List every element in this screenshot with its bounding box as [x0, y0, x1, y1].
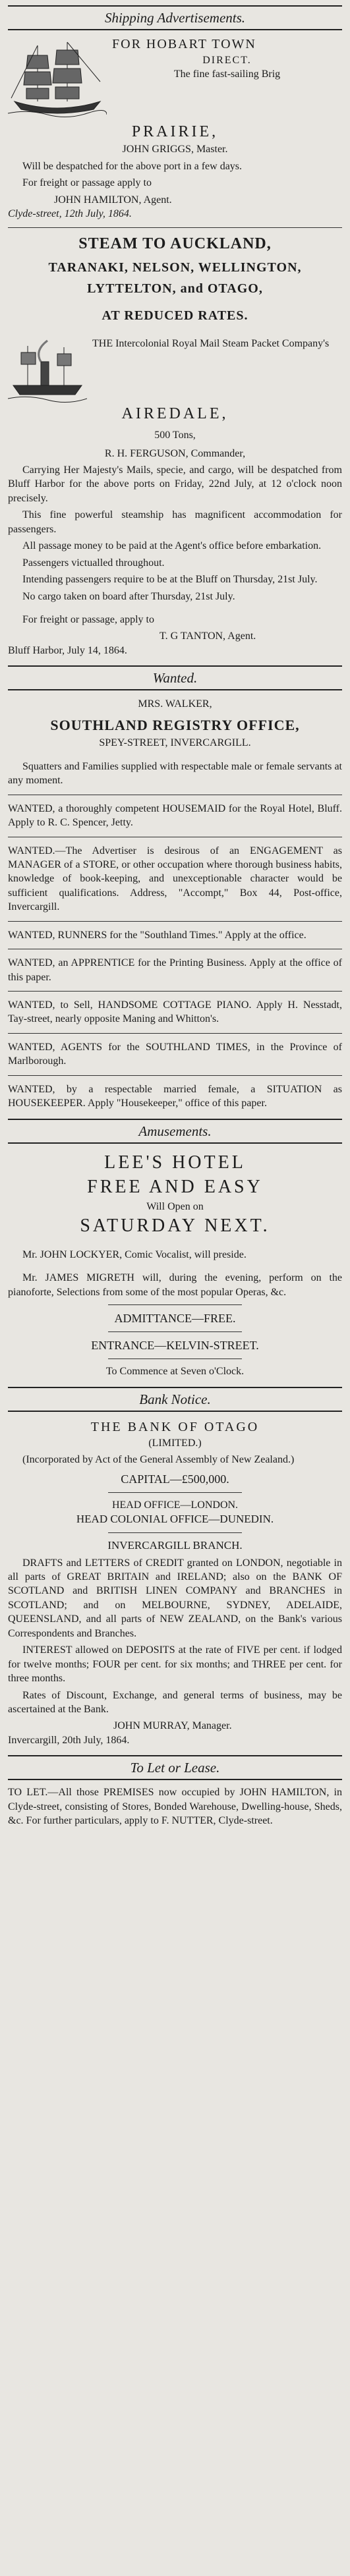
registry-address: SPEY-STREET, INVERCARGILL. [99, 737, 251, 749]
wanted-item-manager: WANTED.—The Advertiser is desirous of an ENGAGEMENT as MANAGER of a STORE, or other occupation where thorough business habits, knowledge of book-keeping, and unexceptionable character would be sufficient qualifications. Address, "Accompt," Box 44, Post-office, Invercargill. [8, 845, 342, 913]
airedale-commander: R. H. FERGUSON, Commander, [104, 447, 246, 459]
admittance: ADMITTANCE—FREE. [114, 1312, 236, 1326]
airedale-ad [8, 334, 342, 403]
airedale-ship-name: AIREDALE, [121, 405, 229, 423]
bank-dateline: Invercargill, 20th July, 1864. [8, 1734, 130, 1746]
section-header-shipping: Shipping Advertisements. [8, 5, 342, 30]
bank-rates: Rates of Discount, Exchange, and general terms of business, may be ascertained at the Bank. [8, 1689, 342, 1715]
divider [8, 227, 342, 228]
hobart-agent: JOHN HAMILTON, Agent. [54, 194, 172, 206]
hobart-line2: DIRECT. [202, 54, 252, 66]
registry-body: Squatters and Families supplied with respectable male or female servants at any moment. [8, 760, 342, 787]
divider [108, 1331, 242, 1332]
migreth-line: Mr. JAMES MIGRETH will, during the evening, perform on the pianoforte, Selections from some of the most popular Operas, &c. [8, 1272, 342, 1298]
hobart-apply: For freight or passage apply to [22, 177, 152, 189]
bank-name: THE BANK OF OTAGO [90, 1419, 260, 1434]
bank-branch: INVERCARGILL BRANCH. [107, 1538, 243, 1552]
divider [8, 1033, 342, 1034]
registry-title: SOUTHLAND REGISTRY OFFICE, [50, 716, 300, 733]
hobart-line1: FOR HOBART TOWN [112, 37, 256, 52]
hobart-line3: The fine fast-sailing Brig [173, 69, 281, 80]
free-and-easy-title: FREE AND EASY [87, 1177, 263, 1198]
divider [108, 1304, 242, 1305]
section-header-bank: Bank Notice. [8, 1387, 342, 1412]
bank-manager: JOHN MURRAY, Manager. [113, 1720, 232, 1732]
airedale-p5: Intending passengers require to be at the Bluff on Thursday, 21st July. [22, 574, 318, 586]
divider [108, 1532, 242, 1533]
hobart-text [112, 36, 342, 82]
bank-capital: CAPITAL—£500,000. [121, 1472, 229, 1486]
hobart-dateline: Clyde-street, 12th July, 1864. [8, 208, 132, 220]
auckland-title: STEAM TO AUCKLAND, [78, 235, 272, 253]
airedale-p4: Passengers victualled throughout. [22, 557, 165, 569]
wanted-item-runners: WANTED, RUNNERS for the "Southland Times." Apply at the office. [8, 929, 306, 941]
auckland-ports2: LYTTELTON, and OTAGO, [87, 281, 263, 296]
will-open: Will Open on [146, 1200, 204, 1212]
saturday-next: SATURDAY NEXT. [80, 1216, 270, 1237]
hobart-master: JOHN GRIGGS, Master. [122, 144, 228, 155]
airedale-apply: For freight or passage, apply to [22, 613, 154, 625]
section-header-wanted: Wanted. [8, 665, 342, 690]
wanted-item-housemaid: WANTED, a thoroughly competent HOUSEMAID for the Royal Hotel, Bluff. Apply to R. C. Spencer, Jetty. [8, 802, 342, 829]
steamship-icon [8, 334, 87, 403]
bank-limited: (LIMITED.) [148, 1437, 202, 1449]
wanted-item-piano: WANTED, to Sell, HANDSOME COTTAGE PIANO. Apply H. Nesstadt, Tay-street, nearly opposite Maning and Whitton's. [8, 999, 342, 1025]
lee-hotel-title: LEE'S HOTEL [104, 1152, 246, 1173]
divider [108, 1358, 242, 1359]
sailing-ship-icon [8, 36, 107, 121]
registry-name: MRS. WALKER, [138, 698, 212, 710]
hobart-ship-name: PRAIRIE, [131, 123, 219, 141]
bank-drafts: DRAFTS and LETTERS of CREDIT granted on LONDON, negotiable in all parts of GREAT BRITAIN and IRELAND; also on the BANK OF SCOTLAND and BRITISH LINEN COMPANY and BRANCHES in SCOTLAND; and on MELBOURNE, SYDNEY, ADELAIDE, QUEENSLAND, and all parts of NEW ZEALAND, on the Bank's various Correspondents and Branches. [8, 1557, 342, 1639]
entrance: ENTRANCE—KELVIN-STREET. [91, 1339, 259, 1353]
divider [8, 1075, 342, 1076]
airedale-dateline: Bluff Harbor, July 14, 1864. [8, 644, 127, 656]
wanted-item-agents: WANTED, AGENTS for the SOUTHLAND TIMES, in the Province of Marlborough. [8, 1041, 342, 1067]
divider [108, 1492, 242, 1493]
to-let-body: TO LET.—All those PREMISES now occupied by JOHN HAMILTON, in Clyde-street, consisting of Stores, Bonded Warehouse, Dwelling-house, Sheds, &c. For further particulars, apply to F. NUTTER, Clyde-street. [8, 1787, 342, 1827]
airedale-p3: All passage money to be paid at the Agent's office before embarkation. [22, 540, 322, 552]
airedale-agent: T. G TANTON, Agent. [160, 630, 256, 642]
bank-interest: INTEREST allowed on DEPOSITS at the rate of FIVE per cent. if lodged for twelve months; FOUR per cent. for six months; and THREE per cent. for three months. [8, 1644, 342, 1685]
auckland-rates: AT REDUCED RATES. [102, 308, 248, 323]
airedale-tons: 500 Tons, [154, 430, 196, 441]
auckland-ports1: TARANAKI, NELSON, WELLINGTON, [48, 260, 302, 275]
section-header-amusements: Amusements. [8, 1119, 342, 1144]
divider [8, 991, 342, 992]
section-header-to-let: To Let or Lease. [8, 1755, 342, 1780]
wanted-item-housekeeper: WANTED, by a respectable married female, a SITUATION as HOUSEKEEPER. Apply "Housekeeper," office of this paper. [8, 1083, 342, 1109]
airedale-p2: This fine powerful steamship has magnificent accommodation for passengers. [8, 509, 342, 535]
divider [8, 921, 342, 922]
airedale-company: THE Intercolonial Royal Mail Steam Packet Company's [92, 338, 330, 350]
hobart-ad [8, 36, 342, 121]
lockyer-line: Mr. JOHN LOCKYER, Comic Vocalist, will preside. [22, 1248, 247, 1260]
commence: To Commence at Seven o'Clock. [105, 1366, 245, 1378]
bank-colonial-office: HEAD COLONIAL OFFICE—DUNEDIN. [76, 1513, 274, 1526]
airedale-p6: No cargo taken on board after Thursday, 21st July. [22, 590, 235, 602]
airedale-p1: Carrying Her Majesty's Mails, specie, and cargo, will be despatched from Bluff Harbor for the above ports on Friday, 22nd July, at 12 o'clock noon precisely. [8, 464, 342, 504]
wanted-item-apprentice: WANTED, an APPRENTICE for the Printing Business. Apply at the office of this paper. [8, 957, 342, 983]
hobart-body: Will be despatched for the above port in a few days. [22, 160, 243, 172]
bank-incorporated: (Incorporated by Act of the General Assembly of New Zealand.) [22, 1454, 295, 1466]
bank-head-office: HEAD OFFICE—LONDON. [111, 1499, 239, 1511]
